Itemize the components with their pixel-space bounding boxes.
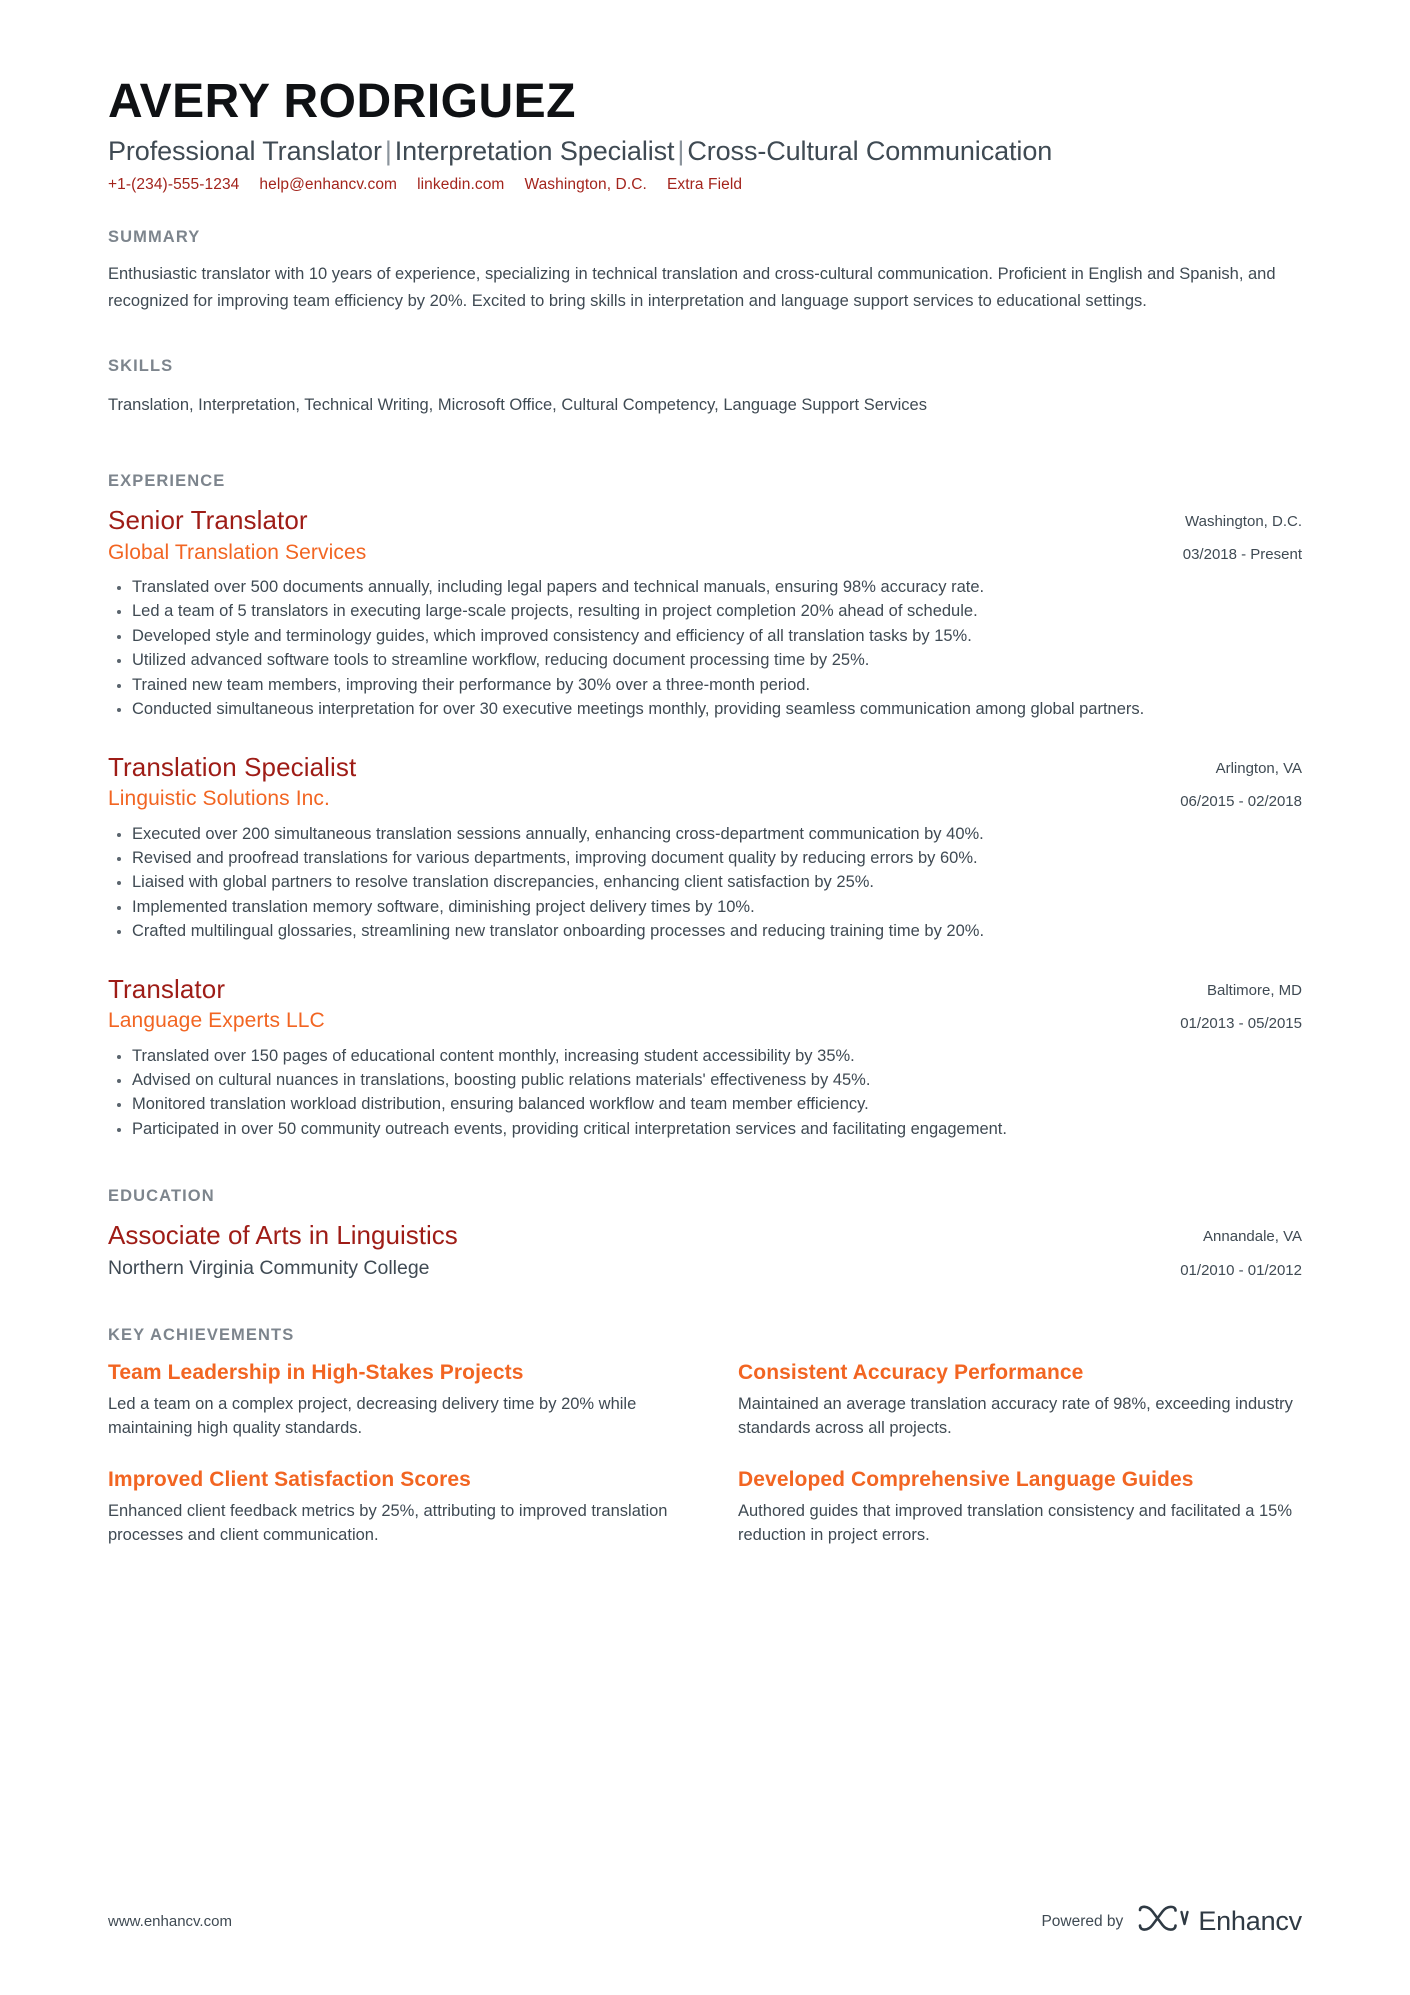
job-bullet: Utilized advanced software tools to streamline workflow, reducing document processing time by 25%. <box>108 649 1302 672</box>
experience-item-header-right <box>1183 505 1302 567</box>
experience-item <box>108 974 1302 1142</box>
achievement-description: Authored guides that improved translation consistency and facilitated a 15% reduction in project errors. <box>738 1501 1292 1544</box>
job-bullet-list <box>108 1045 1302 1142</box>
company-name: Global Translation Services <box>108 540 367 564</box>
contact-location: Washington, D.C. <box>524 176 647 194</box>
page-footer <box>108 1904 1302 1939</box>
achievements-section-title: KEY ACHIEVEMENTS <box>108 1326 295 1345</box>
achievement-description: Enhanced client feedback metrics by 25%, attributing to improved translation processes and client communication. <box>108 1501 668 1544</box>
education-dates: 01/2010 - 01/2012 <box>1180 1261 1302 1279</box>
job-location: Arlington, VA <box>1215 759 1302 777</box>
achievement-title: Developed Comprehensive Language Guides <box>738 1468 1194 1492</box>
company-name: Linguistic Solutions Inc. <box>108 787 330 811</box>
experience-item-header <box>108 505 1302 567</box>
summary-text: Enthusiastic translator with 10 years of experience, specializing in technical translation and cross-cultural communication. Proficient in English and Spanish, and recognized for improving team efficiency by 20%. Excited to bring skills in interpretation and language support services to educational settings. <box>108 265 1276 310</box>
experience-item <box>108 752 1302 944</box>
contact-phone[interactable]: +1-(234)-555-1234 <box>108 176 240 194</box>
job-title: Translation Specialist <box>108 751 357 782</box>
job-title: Translator <box>108 973 226 1004</box>
summary-section-title: SUMMARY <box>108 228 201 247</box>
experience-item-header-right <box>1180 974 1302 1036</box>
job-bullet: Trained new team members, improving their performance by 30% over a three-month period. <box>108 674 1302 697</box>
job-dates: 03/2018 - Present <box>1182 546 1302 564</box>
resume-header <box>108 75 1302 194</box>
candidate-name: AVERY RODRIGUEZ <box>108 75 576 128</box>
job-bullet-list <box>108 823 1302 944</box>
job-bullet: Monitored translation workload distribution, ensuring balanced workflow and team member efficiency. <box>108 1093 1302 1116</box>
achievements-grid <box>108 1359 1302 1547</box>
enhancv-wordmark: Enhancv <box>1198 1906 1302 1936</box>
achievement-title: Consistent Accuracy Performance <box>738 1361 1084 1385</box>
job-bullet: Conducted simultaneous interpretation for over 30 executive meetings monthly, providing seamless communication among global partners. <box>108 698 1302 721</box>
skills-section-title: SKILLS <box>108 356 174 375</box>
education-location: Annandale, VA <box>1203 1228 1302 1246</box>
job-bullet-list <box>108 576 1302 722</box>
enhancv-infinity-icon <box>1137 1904 1189 1939</box>
headline-separator-2: | <box>677 135 685 166</box>
contact-bar <box>108 176 1302 194</box>
job-location: Washington, D.C. <box>1185 512 1302 530</box>
job-dates: 01/2013 - 05/2015 <box>1180 1015 1302 1033</box>
contact-linkedin[interactable]: linkedin.com <box>417 176 505 194</box>
education-item-right <box>1180 1220 1302 1282</box>
contact-extra-field: Extra Field <box>666 176 743 194</box>
experience-section <box>108 472 1302 1141</box>
education-section-title: EDUCATION <box>108 1187 215 1206</box>
skills-section <box>108 357 1302 418</box>
education-item-left <box>108 1220 1180 1281</box>
company-name: Language Experts LLC <box>108 1009 325 1033</box>
contact-email[interactable]: help@enhancv.com <box>259 176 398 194</box>
experience-item-header <box>108 752 1302 814</box>
job-bullet: Revised and proofread translations for various departments, improving document quality by reducing errors by 60%. <box>108 847 1302 870</box>
experience-item-header <box>108 974 1302 1036</box>
achievement-item <box>108 1359 672 1440</box>
achievement-title: Improved Client Satisfaction Scores <box>108 1468 471 1492</box>
experience-item-header-left <box>108 974 1180 1035</box>
summary-section <box>108 228 1302 314</box>
job-location: Baltimore, MD <box>1206 981 1302 999</box>
experience-item-header-left <box>108 752 1180 813</box>
education-section <box>108 1187 1302 1282</box>
achievements-section <box>108 1326 1302 1547</box>
achievement-description: Maintained an average translation accuracy rate of 98%, exceeding industry standards across all projects. <box>738 1394 1293 1437</box>
experience-item-header-right <box>1180 752 1302 814</box>
achievement-title: Team Leadership in High-Stakes Projects <box>108 1361 524 1385</box>
headline-part-2: Interpretation Specialist <box>394 135 675 166</box>
job-bullet: Translated over 150 pages of educational content monthly, increasing student accessibility by 35%. <box>108 1045 1302 1068</box>
headline-part-3: Cross-Cultural Communication <box>687 135 1053 166</box>
experience-item <box>108 505 1302 722</box>
education-item <box>108 1220 1302 1282</box>
headline-part-1: Professional Translator <box>108 135 382 166</box>
achievement-item <box>738 1466 1302 1547</box>
candidate-headline <box>108 135 1302 167</box>
job-bullet: Crafted multilingual glossaries, streamlining new translator onboarding processes and reducing training time by 20%. <box>108 920 1302 943</box>
job-bullet: Executed over 200 simultaneous translation sessions annually, enhancing cross-department communication by 40%. <box>108 823 1302 846</box>
school-name: Northern Virginia Community College <box>108 1257 430 1280</box>
job-bullet: Participated in over 50 community outreach events, providing critical interpretation services and facilitating engagement. <box>108 1118 1302 1141</box>
achievement-description: Led a team on a complex project, decreasing delivery time by 20% while maintaining high quality standards. <box>108 1394 637 1437</box>
experience-item-header-left <box>108 505 1183 566</box>
job-title: Senior Translator <box>108 504 308 535</box>
job-bullet: Liaised with global partners to resolve translation discrepancies, enhancing client satisfaction by 25%. <box>108 871 1302 894</box>
degree-title: Associate of Arts in Linguistics <box>108 1220 458 1251</box>
skills-list: Translation, Interpretation, Technical Writing, Microsoft Office, Cultural Competency, Language Support Services <box>108 395 927 414</box>
powered-by-label: Powered by <box>1041 1912 1124 1930</box>
job-bullet: Translated over 500 documents annually, including legal papers and technical manuals, ensuring 98% accuracy rate. <box>108 576 1302 599</box>
job-bullet: Advised on cultural nuances in translations, boosting public relations materials' effectiveness by 45%. <box>108 1069 1302 1092</box>
achievement-item <box>738 1359 1302 1440</box>
job-bullet: Developed style and terminology guides, which improved consistency and efficiency of all translation tasks by 15%. <box>108 625 1302 648</box>
job-dates: 06/2015 - 02/2018 <box>1180 793 1302 810</box>
experience-section-title: EXPERIENCE <box>108 471 226 490</box>
achievement-item <box>108 1466 672 1547</box>
job-bullet: Implemented translation memory software, diminishing project delivery times by 10%. <box>108 896 1302 919</box>
enhancv-logo <box>1137 1904 1302 1939</box>
footer-website-url[interactable]: www.enhancv.com <box>108 1913 232 1930</box>
footer-branding <box>1041 1904 1302 1939</box>
headline-separator-1: | <box>384 135 392 166</box>
job-bullet: Led a team of 5 translators in executing large-scale projects, resulting in project completion 20% ahead of schedule. <box>108 600 1302 623</box>
